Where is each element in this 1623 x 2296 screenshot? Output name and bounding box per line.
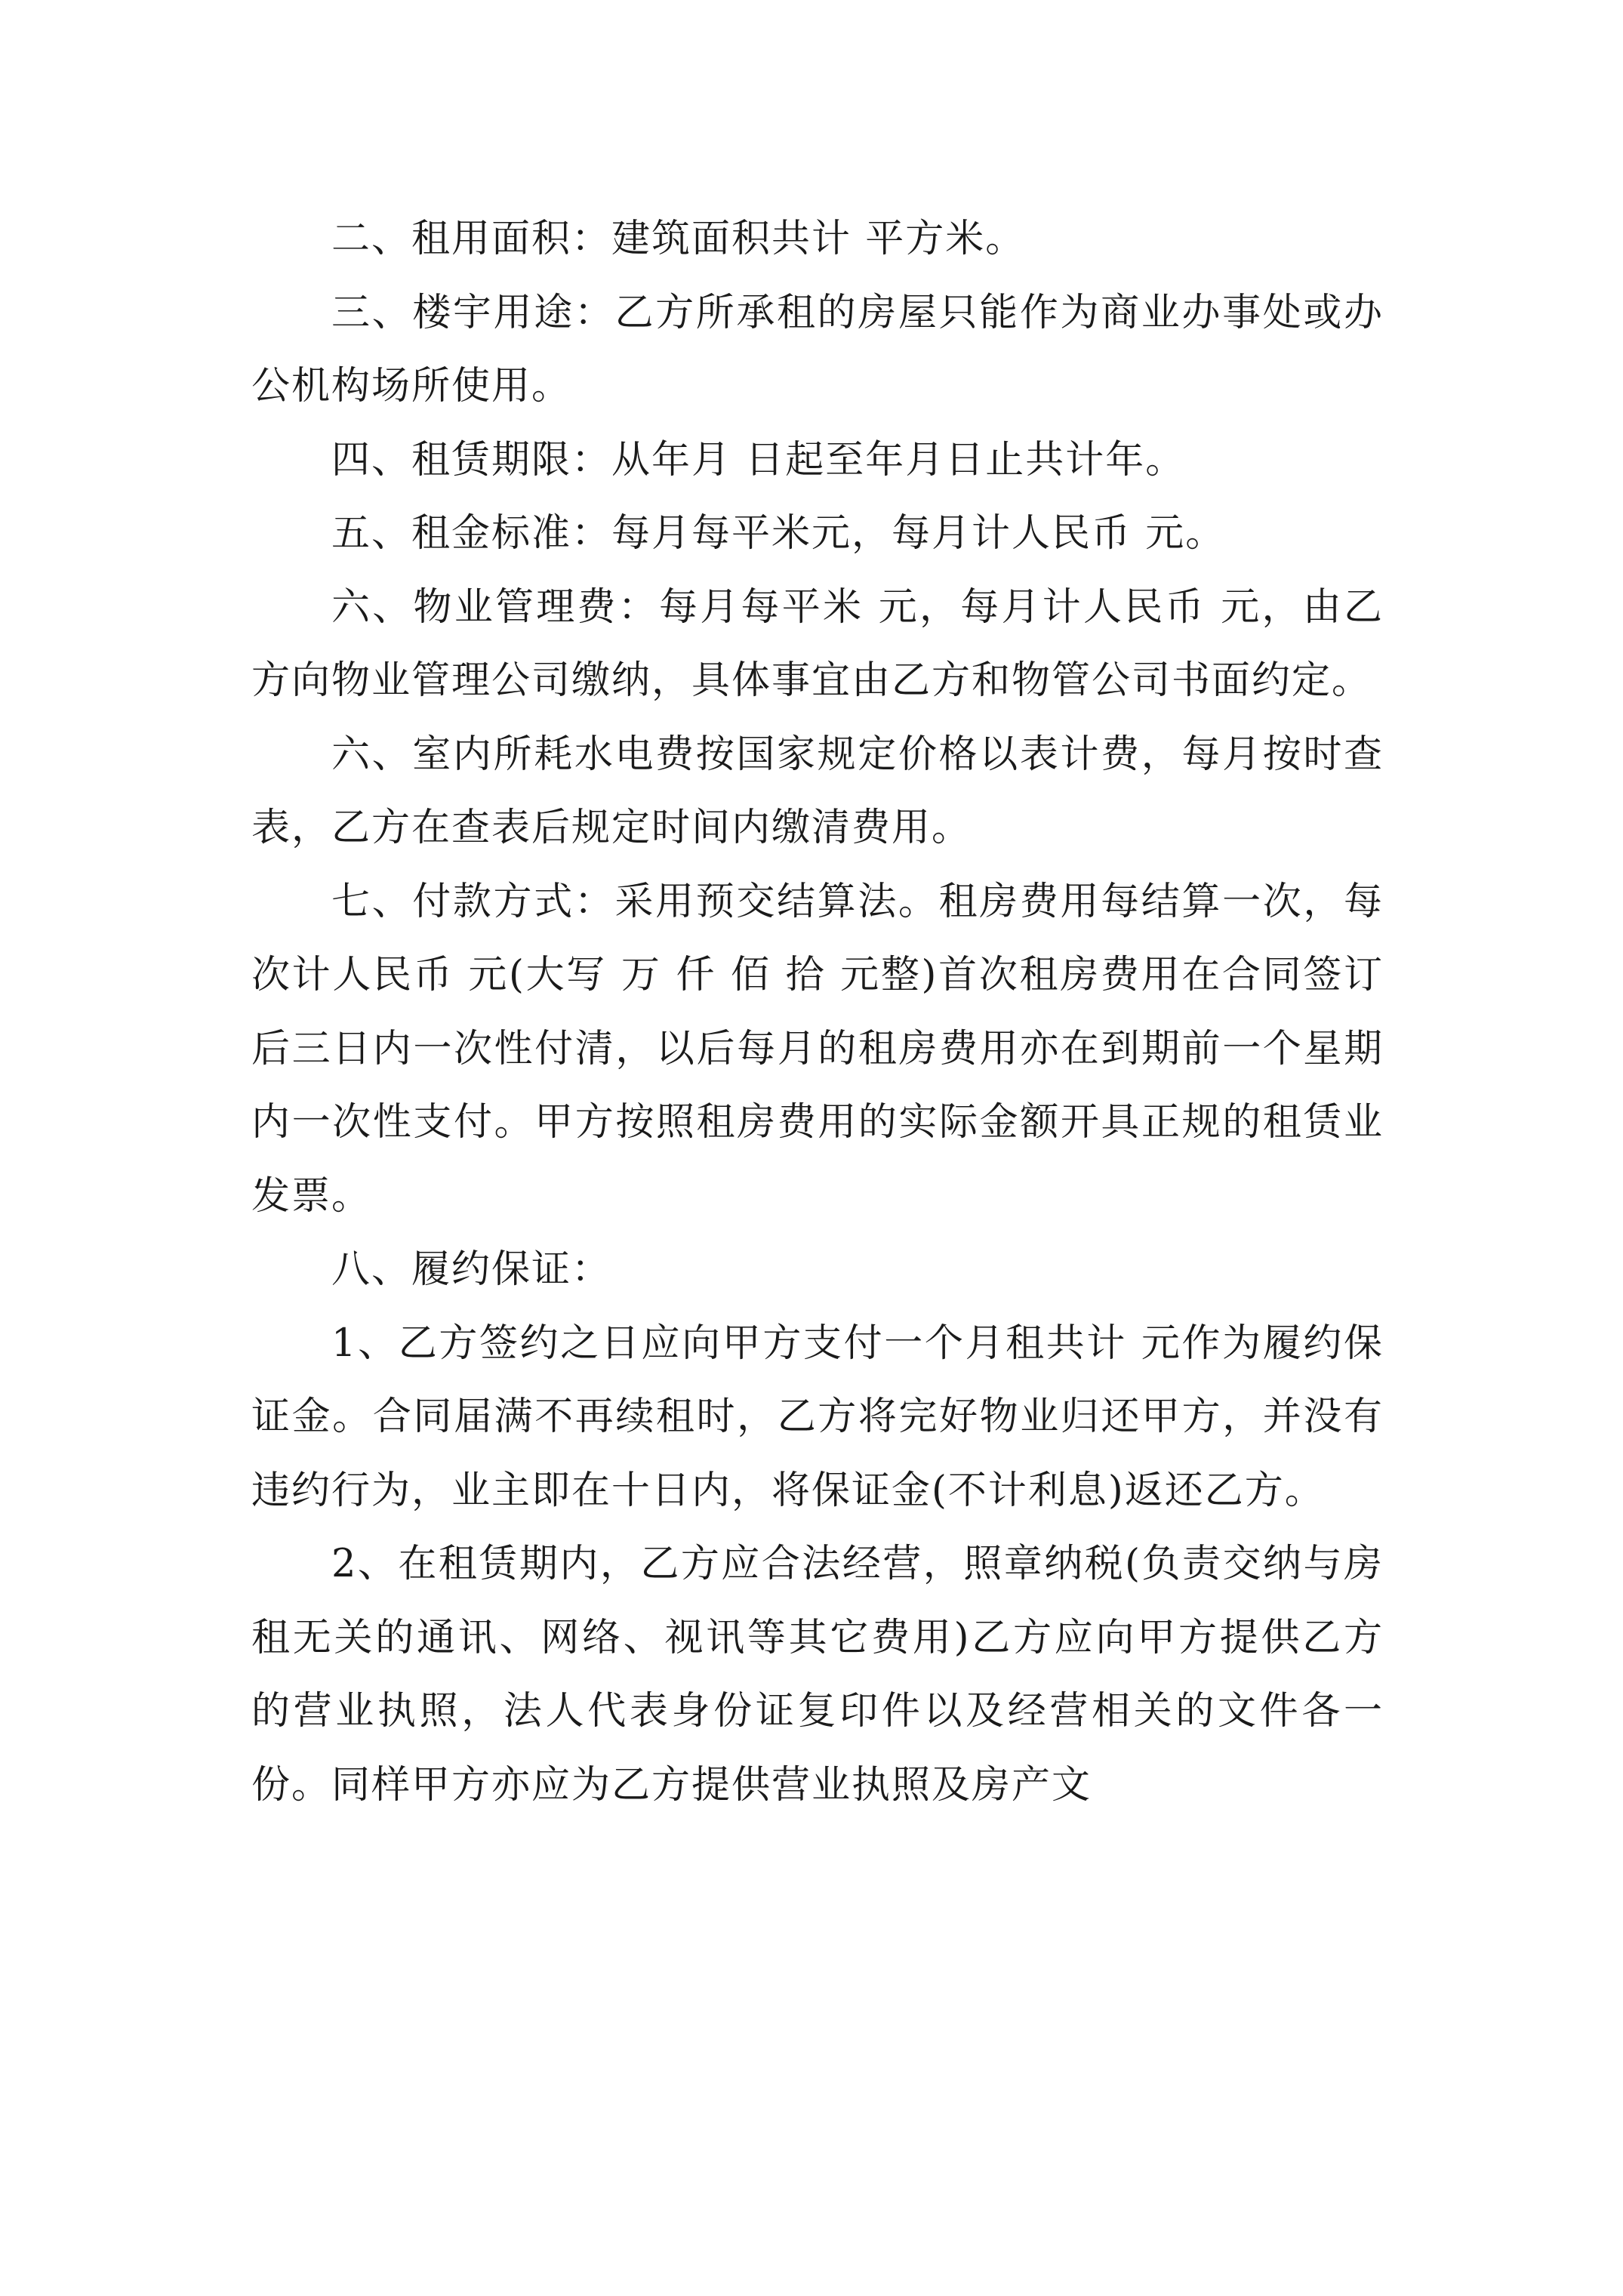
clause-guarantee-item-1: 1、乙方签约之日应向甲方支付一个月租共计 元作为履约保证金。合同届满不再续租时，乙方将完好物业归还甲方，并没有违约行为，业主即在十日内，将保证金(不计利息)返还乙方。 xyxy=(251,1321,1384,1513)
clause-payment-method: 七、付款方式：采用预交结算法。租房费用每结算一次，每次计人民币 元(大写 万 仟 佰 拾 元整)首次租房费用在合同签订后三日内一次性付清，以后每月的租房费用亦在到期前一个星期内一次性支付。甲方按照租房费用的实际金额开具正规的租赁业发票。 xyxy=(251,879,1384,1219)
clause-lease-term: 四、租赁期限：从年月 日起至年月日止共计年。 xyxy=(331,437,1186,482)
clause-rent-standard: 五、租金标准：每月每平米元，每月计人民币 元。 xyxy=(331,511,1226,556)
clause-rental-area: 二、租用面积：建筑面积共计 平方米。 xyxy=(331,217,1026,261)
clause-performance-guarantee: 八、履约保证： xyxy=(331,1247,612,1292)
contract-body xyxy=(251,202,1384,1822)
clause-utilities: 六、室内所耗水电费按国家规定价格以表计费，每月按时查表，乙方在查表后规定时间内缴清费用。 xyxy=(251,732,1384,850)
clause-property-fee: 六、物业管理费：每月每平米 元，每月计人民币 元，由乙方向物业管理公司缴纳，具体事宜由乙方和物管公司书面约定。 xyxy=(251,584,1384,703)
clause-building-use: 三、楼宇用途：乙方所承租的房屋只能作为商业办事处或办公机构场所使用。 xyxy=(251,290,1384,408)
clause-guarantee-item-2: 2、在租赁期内，乙方应合法经营，照章纳税(负责交纳与房租无关的通讯、网络、视讯等其它费用)乙方应向甲方提供乙方的营业执照，法人代表身份证复印件以及经营相关的文件各一份。同样甲方亦应为乙方提供营业执照及房产文 xyxy=(251,1542,1384,1808)
